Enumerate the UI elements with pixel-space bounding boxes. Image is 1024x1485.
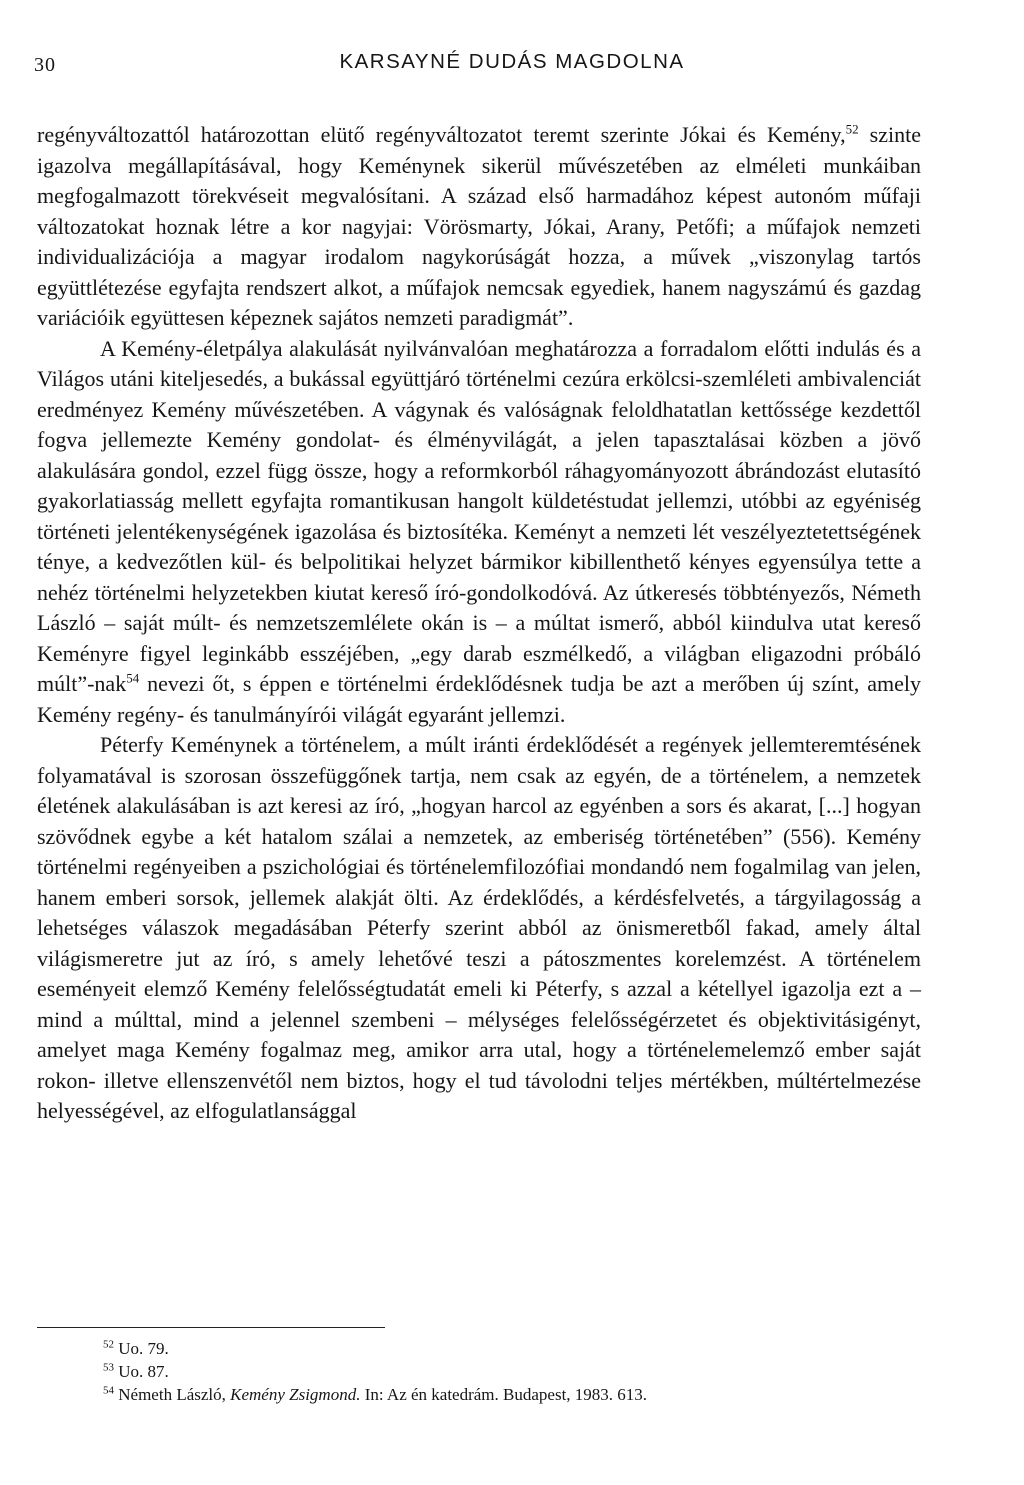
footnotes xyxy=(103,1337,923,1406)
footnote-53 xyxy=(103,1360,923,1383)
running-head: KARSAYNÉ DUDÁS MAGDOLNA xyxy=(339,50,685,73)
footnote-number: 53 xyxy=(103,1361,114,1374)
footnote-text: Uo. 87. xyxy=(114,1362,169,1381)
paragraph-2-text-a: A Kemény-életpálya alakulását nyilvánvalóan meghatározza a forradalom előtti indulás és a Világos utáni kiteljesedés, a bukással együttjáró történelmi cezúra erkölcsi-szemléleti ambivalenciát eredményez Kemény művészetében. A vágynak és valóságnak feloldhatatlan kettőssége kezdettől fogva jellemezte Kemény gondolat- és élményvilágát, a jelen tapasztalásai közben a jövő alakulására gondol, ezzel függ össze, hogy a reformkorból ráhagyományozott ábrándozást elutasító gyakorlatiasság mellett egyfajta romantikusan hangolt küldetéstudat jellemzi, utóbbi az egyéniség történeti jelentékenységének igazolása és biztosítéka. Keményt a nemzeti lét veszélyeztetettségének ténye, a kedvezőtlen kül- és belpolitikai helyzet bármikor kibillenthető kényes egyensúlya tette a nehéz történelmi helyzetekben kiutat kereső író-gondolkodóvá. Az útkeresés többtényezős, Németh László – saját múlt- és nemzetszemlélete okán is – a múltat ismerő, abból kiindulva utat kereső Keményre figyel leginkább esszéjében, „egy darab eszmélkedő, a világban eligazodni próbáló múlt”-nak xyxy=(37,335,921,696)
footnote-text: Uo. 79. xyxy=(114,1339,169,1358)
footnote-ref-52[interactable]: 52 xyxy=(845,121,859,137)
footnote-book-title: Kemény Zsigmond. xyxy=(230,1385,361,1404)
footnote-separator xyxy=(37,1327,385,1328)
paragraph-1-text-a: regényváltozattól határozottan elütő regényváltozatot teremt szerinte Jókai és Kemény, xyxy=(37,122,846,147)
paragraph-1-text-b: szinte igazolva megállapításával, hogy Keménynek sikerül művészetében az elméleti munkáiban megfogalmazott törekvéseit megvalósítani. A század első harmadához képest autonóm műfaji változatokat hoznak létre a kor nagyjai: Vörösmarty, Jókai, Arany, Petőfi; a műfajok nemzeti individualizációja a magyar irodalom nagykorúságát hozza, a művek „viszonylag tartós együttlétezése egyfajta rendszert alkot, a műfajok nemcsak egyediek, hanem nagyszámú és gazdag variációik együttesen képeznek sajátos nemzeti paradigmát”. xyxy=(37,122,922,330)
footnote-number: 54 xyxy=(103,1384,114,1397)
paragraph-3: Péterfy Keménynek a történelem, a múlt iránti érdeklődését a regények jellemteremtésének folyamatával is szorosan összefüggőnek tartja, nem csak az egyén, de a történelem, a nemzetek életének alakulásában is azt keresi az író, „hogyan harcol az egyénben a sors és akarat, [...] hogyan szövődnek egybe a két hatalom szálai a nemzetek, az emberiség történetében” (556). Kemény történelmi regényeiben a pszichológiai és történelemfilozófiai mondandó nem fogalmilag van jelen, hanem emberi sorsok, jellemek alakját ölti. Az érdeklődés, a kérdésfelvetés, a tárgyilagosság a lehetséges válaszok megadásában Péterfy szerint abból az önismeretből fakad, amely által világismeretre jut az író, s amely lehetővé teszi a pátoszmentes korelemzést. A történelem eseményeit elemző Kemény felelősségtudatát emeli ki Péterfy, s azzal a kétellyel igazolja ezt a – mind a múlttal, mind a jelennel szembeni – mélységes felelősségérzetet és objektivitásigényt, amelyet maga Kemény fogalmaz meg, amikor arra utal, hogy a történelemelemző ember saját rokon- illetve ellenszenvétől nem biztos, hogy el tud távolodni teljes mértékben, múltértelmezése helyességével, az elfogulatlansággal xyxy=(37,732,921,1123)
footnote-54 xyxy=(103,1383,923,1406)
paragraph-2 xyxy=(37,334,921,731)
footnote-ref-54[interactable]: 54 xyxy=(126,670,140,686)
footnote-text-a: Németh László, xyxy=(114,1385,231,1404)
footnote-text-b: In: Az én katedrám. Budapest, 1983. 613. xyxy=(360,1385,648,1404)
footnote-number: 52 xyxy=(103,1338,114,1351)
footnote-52 xyxy=(103,1337,923,1360)
paragraph-1 xyxy=(37,120,921,334)
page-number: 30 xyxy=(34,54,56,76)
body-text xyxy=(37,120,921,1127)
page-header xyxy=(0,50,1024,80)
paragraph-2-text-b: nevezi őt, s éppen e történelmi érdeklődésnek tudja be azt a merőben új színt, amely Kemény regény- és tanulmányírói világát egyaránt jellemzi. xyxy=(37,671,921,727)
